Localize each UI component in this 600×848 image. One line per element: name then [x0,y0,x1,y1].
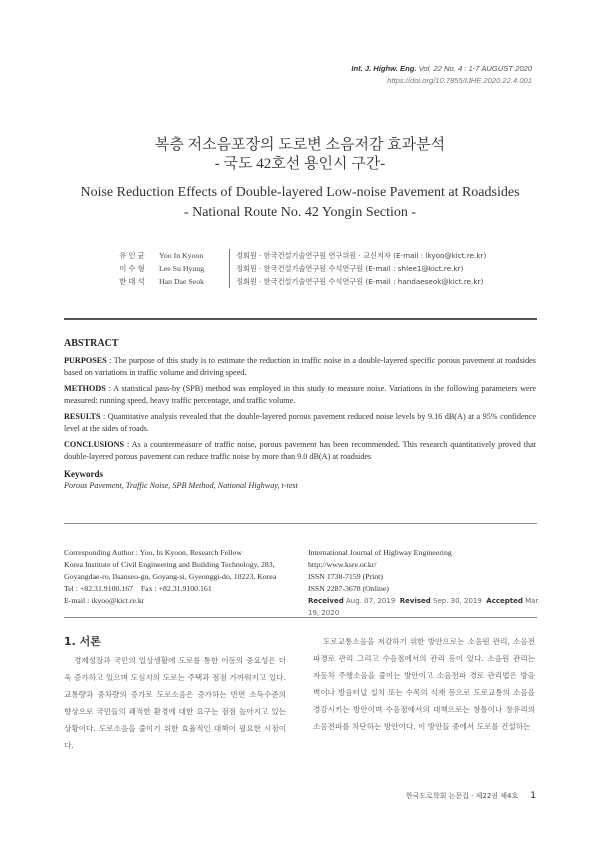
purposes-label: PURPOSES [64,355,107,365]
abstract-top-divider [64,318,537,320]
results-text: : Quantitative analysis revealed that the double-layered porous pavement reduced noise levels by 9.16 dB(A) at a 95% confidence level at the sides of roads. [64,411,536,433]
title-korean-line1: 복층 저소음포장의 도로변 소음저감 효과분석 [154,137,446,153]
journal-info-block [308,547,548,619]
accepted-label: Accepted [486,597,523,605]
journal-url[interactable]: http://www.ksre.or.kr/ [308,560,377,569]
jinfo-line: ISSN 1738-7159 (Print) [308,572,383,581]
info-bottom-divider [64,617,537,618]
author-affiliation: 정회원 · 한국건설기술연구원 수석연구원 (E-mail : shlee1@kict.re.kr) [229,262,463,275]
section-title: 1. 서론 [64,635,101,648]
abstract-section [64,338,536,493]
title-english-line1: Noise Reduction Effects of Double-layered Low-noise Pavement at Roadsides [80,185,520,200]
body-paragraph: 경제성장과 국민의 일상생활에 도로를 통한 이동의 중요성은 더욱 증가하고 있으며 도심지의 도로는 주택과 점점 가까워지고 있다. 교통량과 중차량의 증가로 도로소음은 증가하는 반면 소득수준의 향상으로 국민들의 쾌적한 환경에 대한 요구는 점점 높아지고 있는 상황이다. 도로소음을 줄이기 위한 효율적인 대책이 필요한 시점이다. [64,656,286,750]
abstract-methods [64,383,536,408]
author-affiliation: 정회원 · 한국건설기술연구원 수석연구원 (E-mail : handaeseok@kict.re.kr) [229,275,483,288]
methods-label: METHODS [64,383,106,393]
page-footer [406,791,536,801]
journal-doi[interactable]: https://doi.org/10.7855/IJHE.2020.22.4.001 [387,76,532,85]
author-name-korean: 한대석 [119,277,147,286]
body-column-right [313,633,535,735]
corr-line: Korea Institute of Civil Engineering and Building Technology, 283, [64,560,275,569]
conclusions-text: : As a countermeasure of traffic noise, porous pavement has been recommended. This research quantitatively proved that double-layered porous pavement can reduce traffic noise by more than 9.0 dB(A) at roadsides [64,439,536,461]
conclusions-label: CONCLUSIONS [64,439,125,449]
keywords-heading: Keywords [64,468,103,479]
results-label: RESULTS [64,411,101,421]
abstract-conclusions [64,439,536,464]
methods-text: : A statistical pass-by (SPB) method was employed in this study to measure noise. Variations in the following parameters were measured: running speed, heavy traffic percentage, and traffic volume. [64,383,536,405]
body-paragraph: 도로교통소음을 저감하기 위한 방안으로는 소음원 관리, 소음전파경로 관리 그리고 수음점에서의 관리 등이 있다. 소음원 관리는 자동차 주행소음을 줄이는 방안이고 소음전파 경로 관리법은 방음벽이나 방음터널 설치 또는 수목의 식재 등으로 도로교통의 소음을 경감시키는 방안이며 수음점에서의 대책으로는 창틀이나 창유리의 소음전파를 차단하는 방안이다. 이 방안들 중에서 도로를 건설하는 [313,637,535,731]
corr-line: Goyangdae-ro, Ilsanseo-gu, Goyang-si, Gyeonggi-do, 10223, Korea [64,572,277,581]
received-date: Aug. 07, 2019 [346,597,396,605]
author-list [115,249,486,288]
author-name-english: Yoo In Kyoon [159,251,204,260]
corresponding-author-block [64,547,304,607]
corr-email[interactable]: E-mail : ikyoo@kict.re.kr [64,596,145,605]
jinfo-line: International Journal of Highway Engineering [308,548,452,557]
revised-label: Revised [399,597,431,605]
corr-line: Tel : +82.31.9100.167 Fax : +82.31.9100.161 [64,584,212,593]
author-affiliation: 정회원 · 한국건설기술연구원 연구위원 · 교신저자 (E-mail : ikyoo@kict.re.kr) [229,249,486,262]
corr-line: Corresponding Author : Yoo, In Kyoon, Research Fellow [64,548,243,557]
article-dates [308,595,548,619]
received-label: Received [308,597,344,605]
title-korean-line2: - 국도 42호선 용인시 구간- [214,156,386,172]
author-row [115,262,486,275]
abstract-purposes [64,355,536,380]
author-name-korean: 유인균 [119,251,147,260]
journal-header [351,63,532,87]
footer-journal: 한국도로학회 논문집 · 제22권 제4호 [405,792,519,800]
keywords-list: Porous Pavement, Traffic Noise, SPB Method, National Highway, t-test [64,481,298,490]
abstract-bottom-divider [64,523,537,524]
page-number: 1 [530,791,536,801]
jinfo-line: ISSN 2287-3678 (Online) [308,584,389,593]
purposes-text: : The purpose of this study is to estimate the reduction in traffic noise in a double-layered specific porous pavement at roadsides based on variations in traffic volume and driving speed. [64,355,536,377]
title-english-line2: - National Route No. 42 Yongin Section - [183,205,417,220]
journal-volume: Vol. 22 No. 4 : 1-7 AUGUST 2020 [418,64,532,73]
abstract-results [64,411,536,436]
revised-date: Sep. 30, 2019 [433,597,482,605]
abstract-heading: ABSTRACT [64,338,119,349]
accepted-date: Mar. 19, 2020 [308,597,540,617]
author-name-english: Lee Su Hyung [159,264,205,273]
body-column-left [64,652,286,754]
author-name-english: Han Dae Seok [159,277,205,286]
author-row [115,249,486,262]
journal-name: Int. J. Highw. Eng. [351,64,417,73]
author-name-korean: 이수형 [119,264,147,273]
author-row [115,275,486,288]
